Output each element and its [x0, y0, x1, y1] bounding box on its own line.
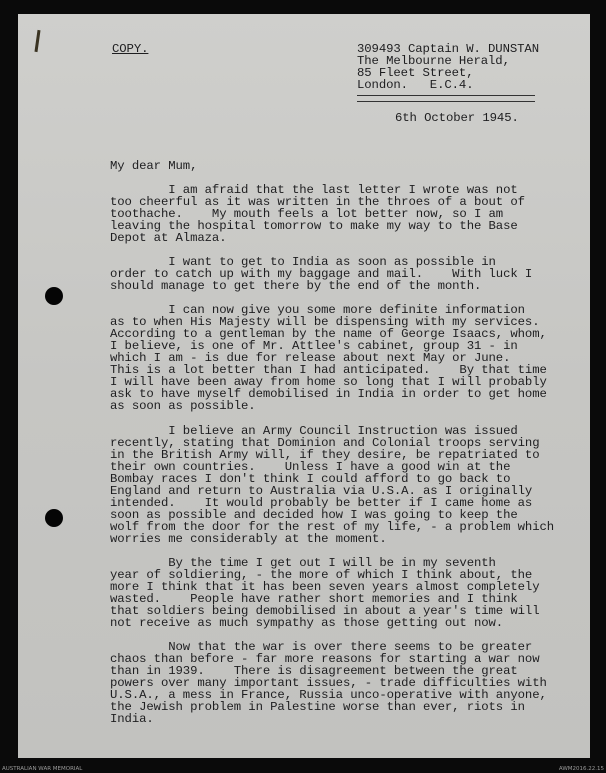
para-4-line: recently, stating that Dominion and Colonial troops serving	[110, 436, 540, 450]
para-6-line: the Jewish problem in Palestine worse than ever, riots in	[110, 700, 525, 714]
para-3-line: I will have been away from home so long that I will probably	[110, 375, 547, 389]
sender-line-1: 309493 Captain W. DUNSTAN	[357, 42, 539, 56]
para-4-line: Bombay races I don't think I could afford to go back to	[110, 472, 511, 486]
punch-hole-bottom	[45, 509, 63, 527]
para-4-line: their own countries. Unless I have a good win at the	[110, 460, 511, 474]
para-4-line: intended. It would probably be better if I came home as	[110, 496, 533, 510]
para-3-line: I can now give you some more definite information	[110, 303, 525, 317]
para-4-line: I believe an Army Council Instruction was issued	[110, 424, 518, 438]
para-3-line: ask to have myself demobilised in India in order to get home	[110, 387, 547, 401]
para-3-line: as to when His Majesty will be dispensing with my services.	[110, 315, 540, 329]
para-5-line: wasted. People have rather short memories and I think	[110, 592, 518, 606]
para-3-line: This is a lot better than I had anticipated. By that time	[110, 363, 547, 377]
para-1-line: toothache. My mouth feels a lot better now, so I am	[110, 207, 504, 221]
para-6-line: India.	[110, 712, 154, 726]
para-4-line: worries me considerably at the moment.	[110, 532, 387, 546]
para-6-line: Now that the war is over there seems to be greater	[110, 640, 533, 654]
para-5-line: not receive as much sympathy as those getting out now.	[110, 616, 504, 630]
para-3-line: According to a gentleman by the name of George Isaacs, whom,	[110, 327, 547, 341]
para-2-line: I want to get to India as soon as possible in	[110, 255, 496, 269]
para-1-line: leaving the hospital tomorrow to make my way to the Base	[110, 219, 518, 233]
para-2-line: order to catch up with my baggage and mail. With luck I	[110, 267, 533, 281]
para-4-line: in the British Army will, if they desire, be repatriated to	[110, 448, 540, 462]
footer-reference: AWM2016.22.15	[558, 766, 604, 772]
header-double-rule	[357, 95, 535, 102]
para-5-line: year of soldiering, - the more of which I think about, the	[110, 568, 533, 582]
para-3-line: which I am - is due for release about next May or June.	[110, 351, 511, 365]
salutation: My dear Mum,	[110, 159, 198, 173]
letter-date: 6th October 1945.	[395, 111, 519, 125]
para-5-line: By the time I get out I will be in my seventh	[110, 556, 496, 570]
sender-line-2: The Melbourne Herald,	[357, 54, 510, 68]
para-3-line: as soon as possible.	[110, 399, 256, 413]
para-4-line: England and return to Australia via U.S.A. as I originally	[110, 484, 533, 498]
para-4-line: soon as possible and decided how I was going to keep the	[110, 508, 518, 522]
para-6-line: powers over many important issues, - trade difficulties with	[110, 676, 547, 690]
para-3-line: I believe, is one of Mr. Attlee's cabinet, group 31 - in	[110, 339, 518, 353]
para-5-line: that soldiers being demobilised in about a year's time will	[110, 604, 540, 618]
para-1-line: too cheerful as it was written in the throes of a bout of	[110, 195, 525, 209]
para-6-line: U.S.A., a mess in France, Russia unco-operative with anyone,	[110, 688, 547, 702]
para-5-line: more I think that it has been seven years almost completely	[110, 580, 540, 594]
sender-line-3: 85 Fleet Street,	[357, 66, 474, 80]
para-6-line: than in 1939. There is disagreement between the great	[110, 664, 518, 678]
para-2-line: should manage to get there by the end of the month.	[110, 279, 482, 293]
footer-institution: AUSTRALIAN WAR MEMORIAL	[2, 766, 83, 772]
para-6-line: chaos than before - far more reasons for starting a war now	[110, 652, 540, 666]
copy-label: COPY.	[112, 42, 149, 56]
para-1-line: Depot at Almaza.	[110, 231, 227, 245]
punch-hole-top	[45, 287, 63, 305]
para-1-line: I am afraid that the last letter I wrote was not	[110, 183, 518, 197]
para-4-line: wolf from the door for the rest of my life, - a problem which	[110, 520, 555, 534]
sender-line-4: London. E.C.4.	[357, 78, 474, 92]
